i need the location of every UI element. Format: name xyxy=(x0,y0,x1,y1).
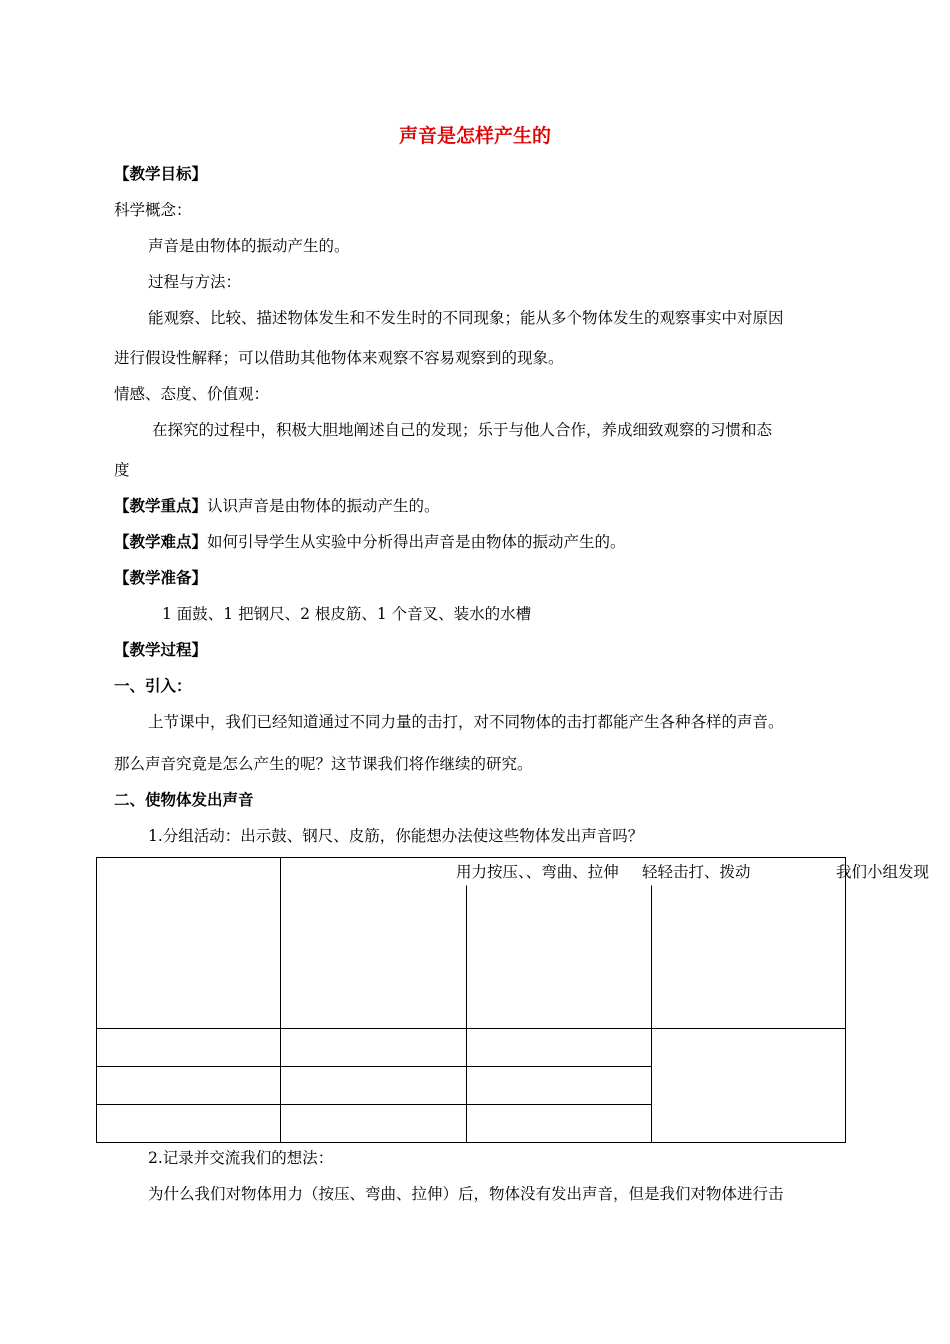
prep-text: 1 面鼓、1 把钢尺、2 根皮筋、1 个音叉、装水的水槽 xyxy=(162,605,532,623)
attitude-text-1: 在探究的过程中，积极大胆地阐述自己的发现；乐于与他人合作，养成细致观察的习惯和态 xyxy=(152,421,773,439)
prep-heading: 【教学准备】 xyxy=(114,569,208,587)
difficulty-heading: 【教学难点】 xyxy=(114,533,208,551)
activity1-text: 1.分组活动：出示鼓、钢尺、皮筋，你能想办法使这些物体发出声音吗？ xyxy=(148,827,644,845)
attitude-label: 情感、态度、价值观： xyxy=(114,385,270,403)
table-header-tap: 轻轻击打、拨动 xyxy=(642,863,751,881)
process-heading: 【教学过程】 xyxy=(114,641,208,659)
section1-text-2: 那么声音究竟是怎么产生的呢？这节课我们将作继续的研究。 xyxy=(114,755,533,773)
process-label: 过程与方法： xyxy=(148,273,242,291)
sci-concept-label: 科学概念： xyxy=(114,201,192,219)
sci-concept-text: 声音是由物体的振动产生的。 xyxy=(148,237,350,255)
table-outer-border xyxy=(97,858,846,1143)
key-heading: 【教学重点】 xyxy=(114,497,208,515)
section1-text-1: 上节课中，我们已经知道通过不同力量的击打，对不同物体的击打都能产生各种各样的声音。 xyxy=(148,713,784,731)
table-header-press: 用力按压、、弯曲、拉伸 xyxy=(456,863,619,881)
process-text-2: 进行假设性解释；可以借助其他物体来观察不容易观察到的现象。 xyxy=(114,349,564,367)
activity2-body: 为什么我们对物体用力（按压、弯曲、拉伸）后，物体没有发出声音，但是我们对物体进行击 xyxy=(148,1185,784,1203)
difficulty-text: 如何引导学生从实验中分析得出声音是由物体的振动产生的。 xyxy=(207,533,626,551)
section1-heading: 一、引入： xyxy=(114,677,192,695)
section2-heading: 二、使物体发出声音 xyxy=(114,791,254,809)
attitude-text-2: 度 xyxy=(114,461,130,479)
activity2-text: 2.记录并交流我们的想法： xyxy=(148,1149,334,1167)
page-title: 声音是怎样产生的 xyxy=(398,125,551,147)
key-text: 认识声音是由物体的振动产生的。 xyxy=(207,497,440,515)
process-text-1: 能观察、比较、描述物体发生和不发生时的不同现象；能从多个物体发生的观察事实中对原因 xyxy=(148,309,784,327)
goals-heading: 【教学目标】 xyxy=(114,165,208,183)
table-header-findings: 我们小组发现 xyxy=(836,863,930,881)
